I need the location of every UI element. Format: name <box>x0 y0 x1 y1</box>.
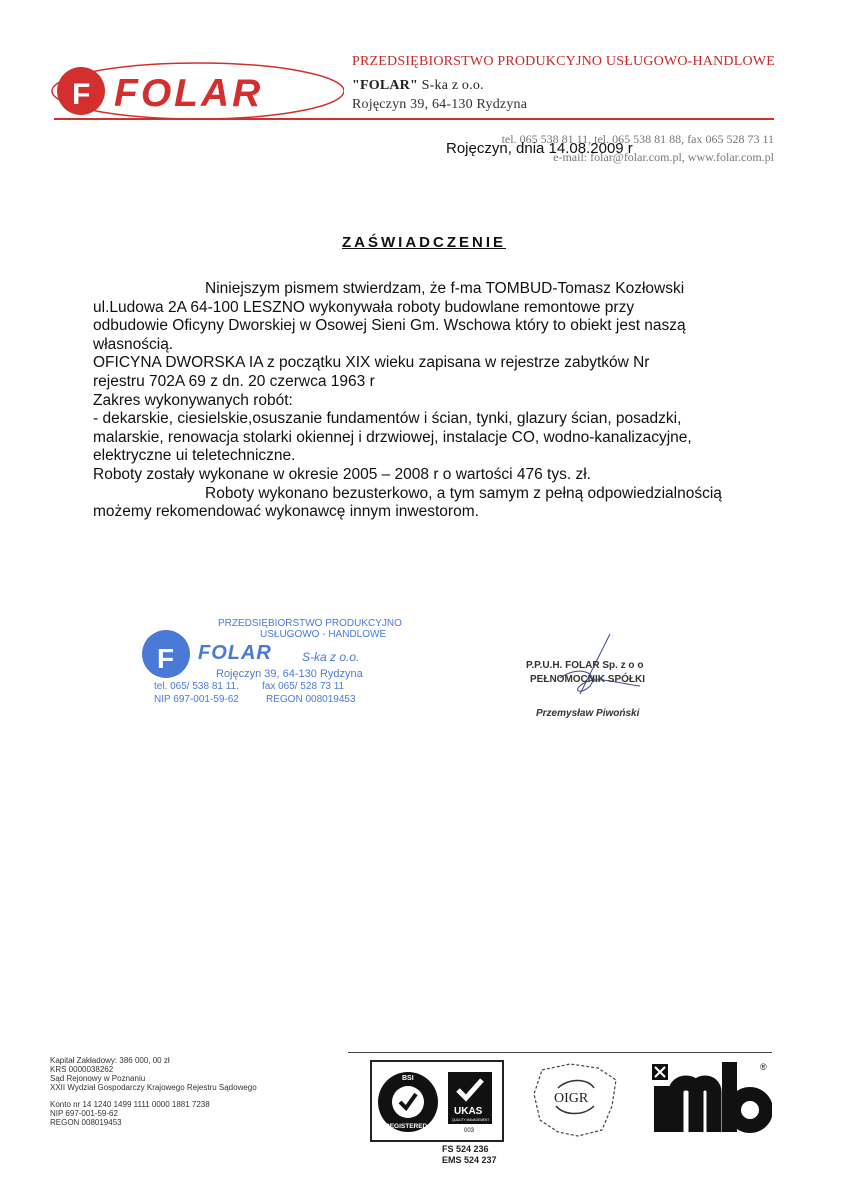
imb-label: IMB <box>652 1058 654 1059</box>
signature-name: Przemysław Piwoński <box>536 708 640 719</box>
logo-wordmark: FOLAR <box>114 72 264 115</box>
registered-mark: ® <box>760 1062 767 1072</box>
footer-line: KRS 0000038262 <box>50 1065 114 1074</box>
footer-line: Sąd Rejonowy w Poznaniu <box>50 1074 146 1083</box>
company-name: "FOLAR" S-ka z o.o. <box>352 78 484 93</box>
signature-role: PEŁNOMOCNIK SPÓŁKI <box>530 674 646 685</box>
body-line: rejestru 702A 69 z dn. 20 czerwca 1963 r <box>93 372 375 390</box>
letter-body <box>93 280 773 522</box>
body-line: OFICYNA DWORSKA IA z początku XIX wieku zapisana w rejestrze zabytków Nr <box>93 354 650 372</box>
stamp-nip: NIP 697-001-59-62 <box>154 694 239 705</box>
imb-logo-icon <box>652 1058 772 1138</box>
footer-line: Konto nr 14 1240 1499 1111 0000 1881 7238 <box>50 1100 210 1109</box>
stamp-regon: REGON 008019453 <box>266 694 356 705</box>
bsi-label: BSI <box>402 1075 414 1082</box>
cert-codes <box>442 1144 497 1166</box>
body-line: Niniejszym pismem stwierdzam, że f-ma TOMBUD-Tomasz Kozłowski <box>205 280 685 297</box>
ems-code: EMS 524 237 <box>442 1155 497 1165</box>
footer-rule <box>348 1052 772 1053</box>
footer-line: Kapitał Zakładowy: 386 000, 00 zł <box>50 1056 170 1065</box>
cert-number: 003 <box>464 1128 475 1134</box>
stamp-suffix: S-ka z o.o. <box>302 650 360 664</box>
logo-letter: F <box>72 78 91 111</box>
stamp-logo-icon <box>140 628 196 684</box>
body-line: elektryczne ui teletechniczne. <box>93 447 296 465</box>
footer-company-info <box>50 1056 257 1127</box>
footer-line: XXII Wydział Gospodarczy Krajowego Rejestru Sądowego <box>50 1083 257 1092</box>
contact-email-web: e-mail: folar@folar.com.pl, www.folar.com.pl <box>553 150 774 164</box>
stamp-logo: FOLAR <box>198 642 272 664</box>
header-rule <box>54 118 774 120</box>
body-line: - dekarskie, ciesielskie,osuszanie fundamentów i ścian, tynki, glazury ścian, posadzki, <box>93 410 682 428</box>
body-line: Roboty zostały wykonane w okresie 2005 – 2008 r o wartości 476 tys. zł. <box>93 465 591 483</box>
company-address: Rojęczyn 39, 64-130 Rydzyna <box>352 97 528 112</box>
body-line: malarskie, renowacja stolarki okiennej i drzwiowej, instalacje CO, wodno-kanalizacyjne, <box>93 428 692 446</box>
stamp-fax: fax 065/ 528 73 11 <box>262 681 345 692</box>
signature-company: P.P.U.H. FOLAR Sp. z o o <box>526 660 644 671</box>
stamp-tel: tel. 065/ 538 81 11. <box>154 681 239 692</box>
stamp-line: USŁUGOWO - HANDLOWE <box>260 629 387 640</box>
svg-text:F: F <box>157 643 175 674</box>
body-line: ul.Ludowa 2A 64-100 LESZNO wykonywała roboty budowlane remontowe przy <box>93 298 635 316</box>
body-line: odbudowie Oficyny Dworskiej w Osowej Sieni Gm. Wschowa który to obiekt jest naszą <box>93 317 686 335</box>
company-type: PRZEDSIĘBIORSTWO PRODUKCYJNO USŁUGOWO-HANDLOWE <box>352 54 775 69</box>
date-line: Rojęczyn, dnia 14.08.2009 r <box>446 140 633 157</box>
certification-badge <box>370 1060 504 1142</box>
document-title: ZAŚWIADCZENIE <box>342 234 506 251</box>
body-line: własnością. <box>93 335 174 353</box>
body-line: możemy rekomendować wykonawcę innym inwestorom. <box>93 503 479 521</box>
contact-phones: tel. 065 538 81 11, tel. 065 538 81 88, fax 065 528 73 11 <box>501 132 774 146</box>
oigr-logo-icon <box>528 1060 622 1140</box>
body-line: Roboty wykonano bezusterkowo, a tym samym z pełną odpowiedzialnością <box>205 484 722 502</box>
fs-code: FS 524 236 <box>442 1144 489 1154</box>
footer-line: NIP 697-001-59-62 <box>50 1109 118 1118</box>
ukas-sub-label: QUALITY MANAGEMENT <box>452 1118 490 1122</box>
ukas-label: UKAS <box>454 1106 483 1117</box>
folar-logo <box>48 60 344 122</box>
oigr-label: OIGR <box>554 1091 589 1106</box>
stamp-line: PRZEDSIĘBIORSTWO PRODUKCYJNO <box>218 618 402 629</box>
registered-label: REGISTERED <box>385 1123 428 1130</box>
footer-line: REGON 008019453 <box>50 1118 122 1127</box>
body-line: Zakres wykonywanych robót: <box>93 391 293 409</box>
stamp-address: Rojęczyn 39, 64-130 Rydzyna <box>216 668 363 680</box>
bsi-ukas-logo-icon <box>376 1066 496 1136</box>
company-stamp <box>140 618 402 708</box>
